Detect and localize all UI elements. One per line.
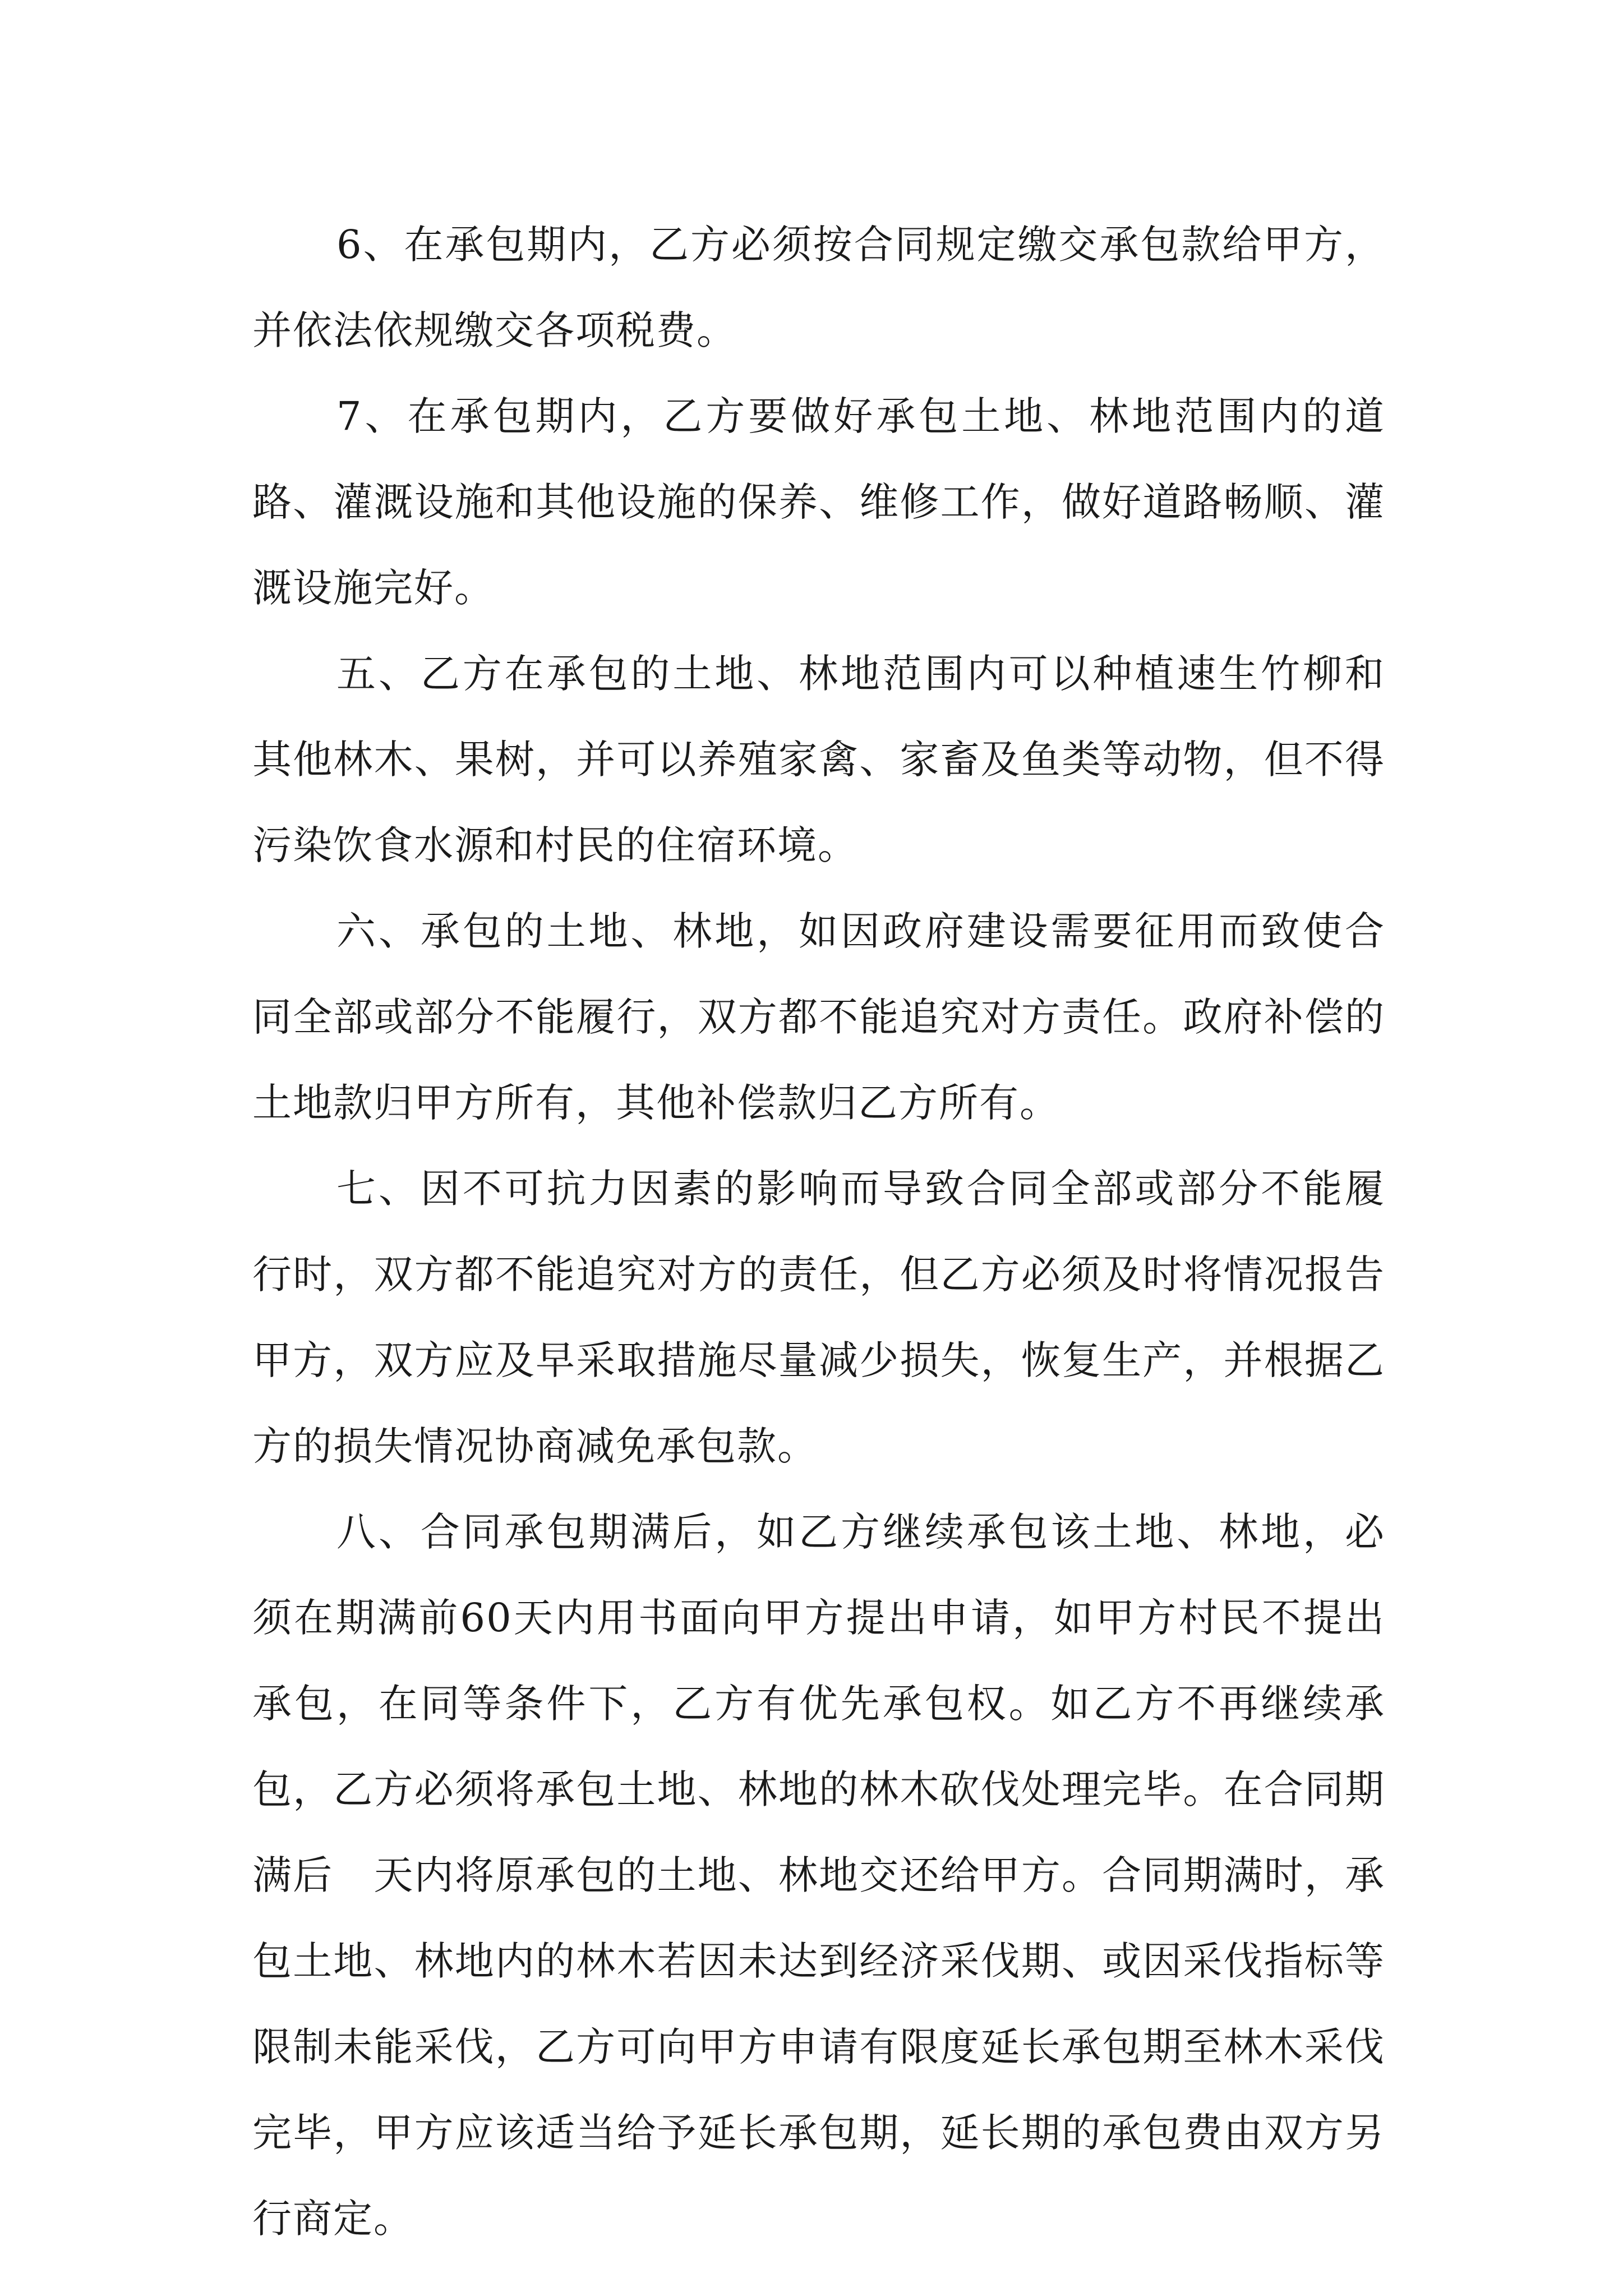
section-5-planting: 五、乙方在承包的土地、林地范围内可以种植速生竹柳和其他林木、果树，并可以养殖家禽、家畜及鱼类等动物，但不得污染饮食水源和村民的住宿环境。 — [252, 651, 1385, 868]
contract-body — [252, 202, 1385, 2262]
clause-6-payment: 6、在承包期内，乙方必须按合同规定缴交承包款给甲方，并依法依规缴交各项税费。 — [252, 222, 1385, 353]
section-7-force-majeure: 七、因不可抗力因素的影响而导致合同全部或部分不能履行时，双方都不能追究对方的责任，但乙方必须及时将情况报告甲方，双方应及早采取措施尽量减少损失，恢复生产，并根据乙方的损失情况协商减免承包款。 — [252, 1166, 1385, 1469]
section-6-expropriation: 六、承包的土地、林地，如因政府建设需要征用而致使合同全部或部分不能履行，双方都不能追究对方责任。政府补偿的土地款归甲方所有，其他补偿款归乙方所有。 — [252, 908, 1385, 1126]
clause-7-maintenance: 7、在承包期内，乙方要做好承包土地、林地范围内的道路、灌溉设施和其他设施的保养、维修工作，做好道路畅顺、灌溉设施完好。 — [252, 393, 1385, 611]
section-8-renewal: 八、合同承包期满后，如乙方继续承包该土地、林地，必须在期满前60天内用书面向甲方提出申请，如甲方村民不提出承包，在同等条件下，乙方有优先承包权。如乙方不再继续承包，乙方必须将承包土地、林地的林木砍伐处理完毕。在合同期满后 天内将原承包的土地、林地交还给甲方。合同期满时，承包土地、林地内的林木若因未达到经济采伐期、或因采伐指标等限制未能采伐，乙方可向甲方申请有限度延长承包期至林木采伐完毕，甲方应该适当给予延长承包期，延长期的承包费由双方另行商定。 — [252, 1509, 1385, 2242]
